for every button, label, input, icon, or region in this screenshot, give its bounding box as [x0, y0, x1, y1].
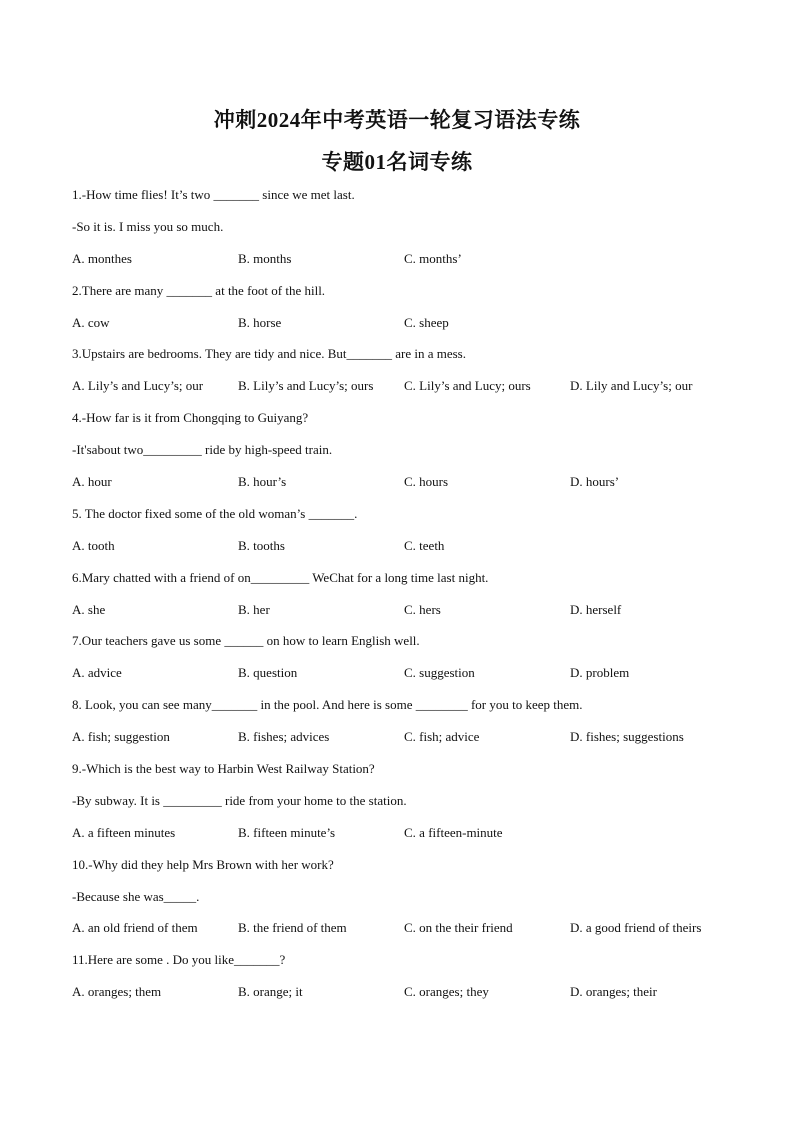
question-dialogue-line: -So it is. I miss you so much.: [72, 218, 224, 234]
answer-options: [72, 822, 732, 854]
answer-option: C. hers: [404, 601, 441, 617]
answer-option: B. orange; it: [238, 984, 303, 1000]
question-item: [72, 184, 732, 280]
question-stem: 7.Our teachers gave us some ______ on how to learn English well.: [72, 633, 420, 649]
question-stem: 5. The doctor fixed some of the old woman’s _______.: [72, 505, 358, 521]
answer-option: C. a fifteen-minute: [404, 824, 503, 840]
answer-option: D. hours’: [570, 474, 620, 490]
answer-option: D. herself: [570, 601, 622, 617]
answer-option: B. tooths: [238, 537, 285, 553]
question-item: [72, 280, 732, 344]
question-stem: 3.Upstairs are bedrooms. They are tidy and nice. But_______ are in a mess.: [72, 346, 466, 362]
question-stem: 4.-How far is it from Chongqing to Guiyang?: [72, 410, 309, 426]
answer-option: A. hour: [72, 474, 112, 490]
answer-option: C. teeth: [404, 537, 445, 553]
question-item: [72, 949, 732, 1013]
question-item: [72, 343, 732, 407]
answer-option: B. hour’s: [238, 474, 287, 490]
answer-options: [72, 981, 732, 1013]
answer-option: D. oranges; their: [570, 984, 658, 1000]
question-item: [72, 630, 732, 694]
answer-option: A. monthes: [72, 250, 132, 266]
answer-option: A. fish; suggestion: [72, 729, 170, 745]
answer-option: A. an old friend of them: [72, 920, 198, 936]
question-item: [72, 503, 732, 567]
answer-option: A. oranges; them: [72, 984, 162, 1000]
answer-option: A. Lily’s and Lucy’s; our: [72, 378, 204, 394]
question-dialogue-line: -It'sabout two_________ ride by high-speed train.: [72, 442, 333, 458]
question-list: [72, 184, 732, 1013]
question-item: [72, 567, 732, 631]
answer-option: C. oranges; they: [404, 984, 489, 1000]
answer-options: [72, 471, 732, 503]
answer-option: D. Lily and Lucy’s; our: [570, 378, 693, 394]
question-item: [72, 758, 732, 854]
answer-option: A. tooth: [72, 537, 115, 553]
answer-option: C. sheep: [404, 314, 449, 330]
question-stem: 11.Here are some . Do you like_______?: [72, 952, 286, 968]
answer-option: B. fishes; advices: [238, 729, 330, 745]
answer-options: [72, 726, 732, 758]
answer-option: A. advice: [72, 665, 122, 681]
answer-option: B. fifteen minute’s: [238, 824, 336, 840]
answer-option: A. a fifteen minutes: [72, 824, 176, 840]
answer-options: [72, 917, 732, 949]
answer-option: D. a good friend of theirs: [570, 920, 702, 936]
answer-option: C. on the their friend: [404, 920, 513, 936]
answer-option: B. question: [238, 665, 298, 681]
question-stem: 9.-Which is the best way to Harbin West Railway Station?: [72, 761, 375, 777]
page-subtitle: 专题01名词专练: [321, 150, 473, 174]
answer-option: B. the friend of them: [238, 920, 347, 936]
answer-option: C. months’: [404, 250, 462, 266]
answer-options: [72, 662, 732, 694]
answer-option: C. hours: [404, 474, 449, 490]
question-item: [72, 694, 732, 758]
answer-options: [72, 375, 732, 407]
answer-option: C. Lily’s and Lucy; ours: [404, 378, 531, 394]
answer-options: [72, 312, 732, 344]
answer-option: B. Lily’s and Lucy’s; ours: [238, 378, 374, 394]
answer-option: D. fishes; suggestions: [570, 729, 684, 745]
question-stem: 1.-How time flies! It’s two _______ since we met last.: [72, 187, 355, 202]
answer-options: [72, 535, 732, 567]
answer-option: B. months: [238, 250, 292, 266]
answer-option: B. horse: [238, 314, 282, 330]
answer-option: C. suggestion: [404, 665, 475, 681]
question-stem: 10.-Why did they help Mrs Brown with her work?: [72, 856, 334, 872]
answer-option: B. her: [238, 601, 270, 617]
question-stem: 6.Mary chatted with a friend of on_________ WeChat for a long time last night.: [72, 569, 489, 585]
question-dialogue-line: -By subway. It is _________ ride from your home to the station.: [72, 792, 407, 808]
question-item: [72, 407, 732, 503]
question-dialogue-line: -Because she was_____.: [72, 888, 200, 904]
answer-option: A. cow: [72, 314, 110, 330]
question-stem: 2.There are many _______ at the foot of the hill.: [72, 282, 326, 298]
question-stem: 8. Look, you can see many_______ in the pool. And here is some ________ for you to keep them.: [72, 697, 583, 713]
question-item: [72, 854, 732, 950]
answer-options: [72, 248, 732, 280]
answer-option: D. problem: [570, 665, 630, 681]
answer-options: [72, 599, 732, 631]
page-title: 冲刺2024年中考英语一轮复习语法专练: [213, 108, 581, 132]
answer-option: A. she: [72, 601, 106, 617]
answer-option: C. fish; advice: [404, 729, 480, 745]
